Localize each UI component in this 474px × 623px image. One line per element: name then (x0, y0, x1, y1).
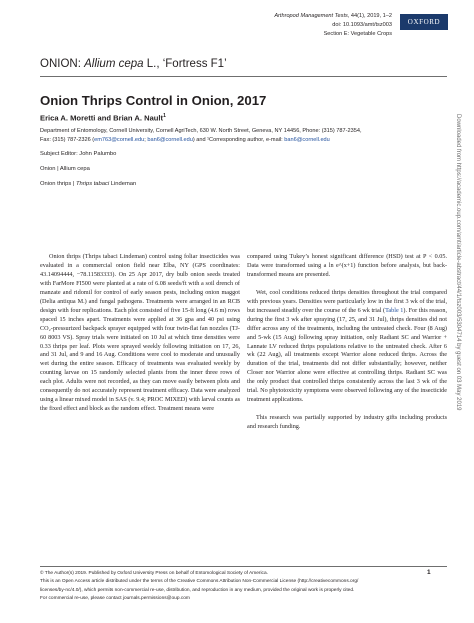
journal-citation: , 44(1), 2019, 1–2 (347, 13, 392, 19)
footer (40, 570, 420, 603)
acknowledgment-paragraph: This research was partially supported by industry gifts including products and research funding. (247, 414, 447, 431)
paper-title: Onion Thrips Control in Onion, 2017 (40, 93, 267, 108)
subject-editor: Subject Editor: John Palumbo (40, 151, 117, 157)
pest-line (40, 181, 136, 187)
body-paragraph: Onion thrips (Thrips tabaci Lindeman) control using foliar insecticides was evaluated in a commercial onion field near Elba, NY (GPS coordinates: 43.14094444, −78.11583333). On 25 Apr 2017, dry bulb onion seeds treated with FarMore FI500 were planted at a rate of 6.08 seeds/ft with a soil drench of manzate and ridomil for control of early season pests, including onion maggot (Delia antiqua M.) and fungal pathogens. Treatments were arranged in an RCB design with four replications. Each plot consisted of five 15-ft long (4.6 m) rows spaced 15 inches apart. Treatments were applied at 36 gpa and 40 psi using CO₂-pressurized backpack sprayer equipped with four twin-flat fan nozzles (TJ-60 8003 VS). Spray trials were initiated on 10 Jul at which time densities were 0.33 thrips per leaf. Plots were sprayed weekly following initiation on 17, 26, and 31 Jul, and 9 and 16 Aug. Conditions were cool to moderate and unusually wet during the entire season. Efficacy of treatments was evaluated weekly by counting larvae on 15 randomly selected plants from the inner three rows of each plot. Adults were not recorded, as they can move easily between plots and consequently do not accurately represent treatment efficacy. Data were analyzed using a linear mixed model in SAS (v. 9.4; PROC MIXED) with larval counts as the fixed effect and block as the random effect. Treatment means were (40, 253, 240, 413)
journal-info (192, 12, 392, 39)
authors (40, 113, 166, 123)
affiliation-line-2 (40, 136, 420, 145)
pest-species: Thrips tabaci (75, 181, 110, 187)
footer-copyright: © The Author(s) 2019. Published by Oxford University Press on behalf of Entomological Society of America. (40, 571, 268, 576)
body-paragraph (247, 289, 447, 405)
email-link-moretti[interactable]: em763@cornell.edu (94, 136, 145, 143)
author-superscript: 1 (163, 113, 166, 119)
affiliation (40, 127, 420, 144)
section-header (40, 58, 227, 70)
email-link-corresponding[interactable]: ban6@cornell.edu (284, 136, 330, 143)
body-right-column (247, 253, 447, 441)
header-divider (40, 76, 447, 77)
footer-divider (40, 566, 447, 567)
body-paragraph: compared using Tukey’s honest significant difference (HSD) test at P < 0.05. Data were transformed using a ln e^(x+1) function before analysis, but back-transformed means are presented. (247, 253, 447, 278)
pest-suffix: Lindeman (109, 181, 137, 187)
crop-line: Onion | Allium cepa (40, 166, 90, 172)
page-number: 1 (427, 569, 431, 576)
journal-doi[interactable]: doi: 10.1093/amt/tsz003 (332, 22, 392, 28)
email-link-nault[interactable]: ban6@cornell.edu (147, 136, 193, 143)
results-text-continued: ). For this reason, during the first 3 wk after spraying (17, 25, and 31 Jul), thrips densities did not differ across any of the treatments, including the untreated check. Four (8 Aug) and 5-wk (15 Aug) following spray initiation, only Radiant SC and Warrior + Lannate LV reduced thrips populations relative to the untreated check. After 6 wk (22 Aug), all treatments except Warrior alone reduced thrips. Across the duration of the trial, treatments did not differ substantially; however, neither Closer nor Warrior alone were effective at controlling thrips. Radiant SC was the only product that controlled thrips consistently across the last 3 wk of the trial. No phytotoxicity symptoms were observed following any of the insecticide treatment applications. (247, 306, 448, 404)
journal-name: Arthropod Management Tests (274, 13, 348, 19)
affiliation-text: Fax: (315) 787-2326 ( (40, 136, 95, 143)
footer-license-2: licenses/by-nc/4.0/), which permits non-commercial re-use, distribution, and reproduction in any medium, provided the original work is properly cited. (40, 587, 355, 593)
results-text: Wet, cool conditions reduced thrips densities throughout the trial compared with previous years. Densities were particularly low in the first 3 wk of the trial, but increased steadily over the course of the 6 wk trial ( (247, 288, 447, 314)
journal-section: Section E: Vegetable Crops (323, 31, 392, 37)
corresponding-author-text: ) and ¹Corresponding author, e-mail: (192, 136, 285, 143)
section-cultivar: L., ‘Fortress F1’ (143, 58, 227, 70)
footer-permissions: For commercial re-use, please contact journals.permissions@oup.com (40, 595, 190, 601)
section-crop: ONION: (40, 58, 85, 70)
footer-license-1[interactable]: This is an Open Access article distributed under the terms of the Creative Commons Attribution Non-Commercial License (http://creativecommons.org/ (40, 579, 359, 585)
table-1-link[interactable]: Table 1 (385, 306, 404, 314)
section-species: Allium cepa (84, 58, 144, 70)
author-names: Erica A. Moretti and Brian A. Nault (40, 113, 164, 123)
oxford-logo: OXFORD (400, 14, 448, 30)
affiliation-line-1: Department of Entomology, Cornell University, Cornell AgriTech, 630 W. North Street, Geneva, NY 14456, Phone: (315) 787-2354, (40, 128, 362, 134)
affiliation-separator: ; (144, 136, 148, 143)
pest-prefix: Onion thrips | (40, 181, 76, 187)
download-watermark: Downloaded from https://academic.oup.com/amt/article-abstract/44/1/tsz003/5304714 by guest on 03 May 2019 (455, 114, 461, 411)
body-left-column (40, 253, 240, 423)
